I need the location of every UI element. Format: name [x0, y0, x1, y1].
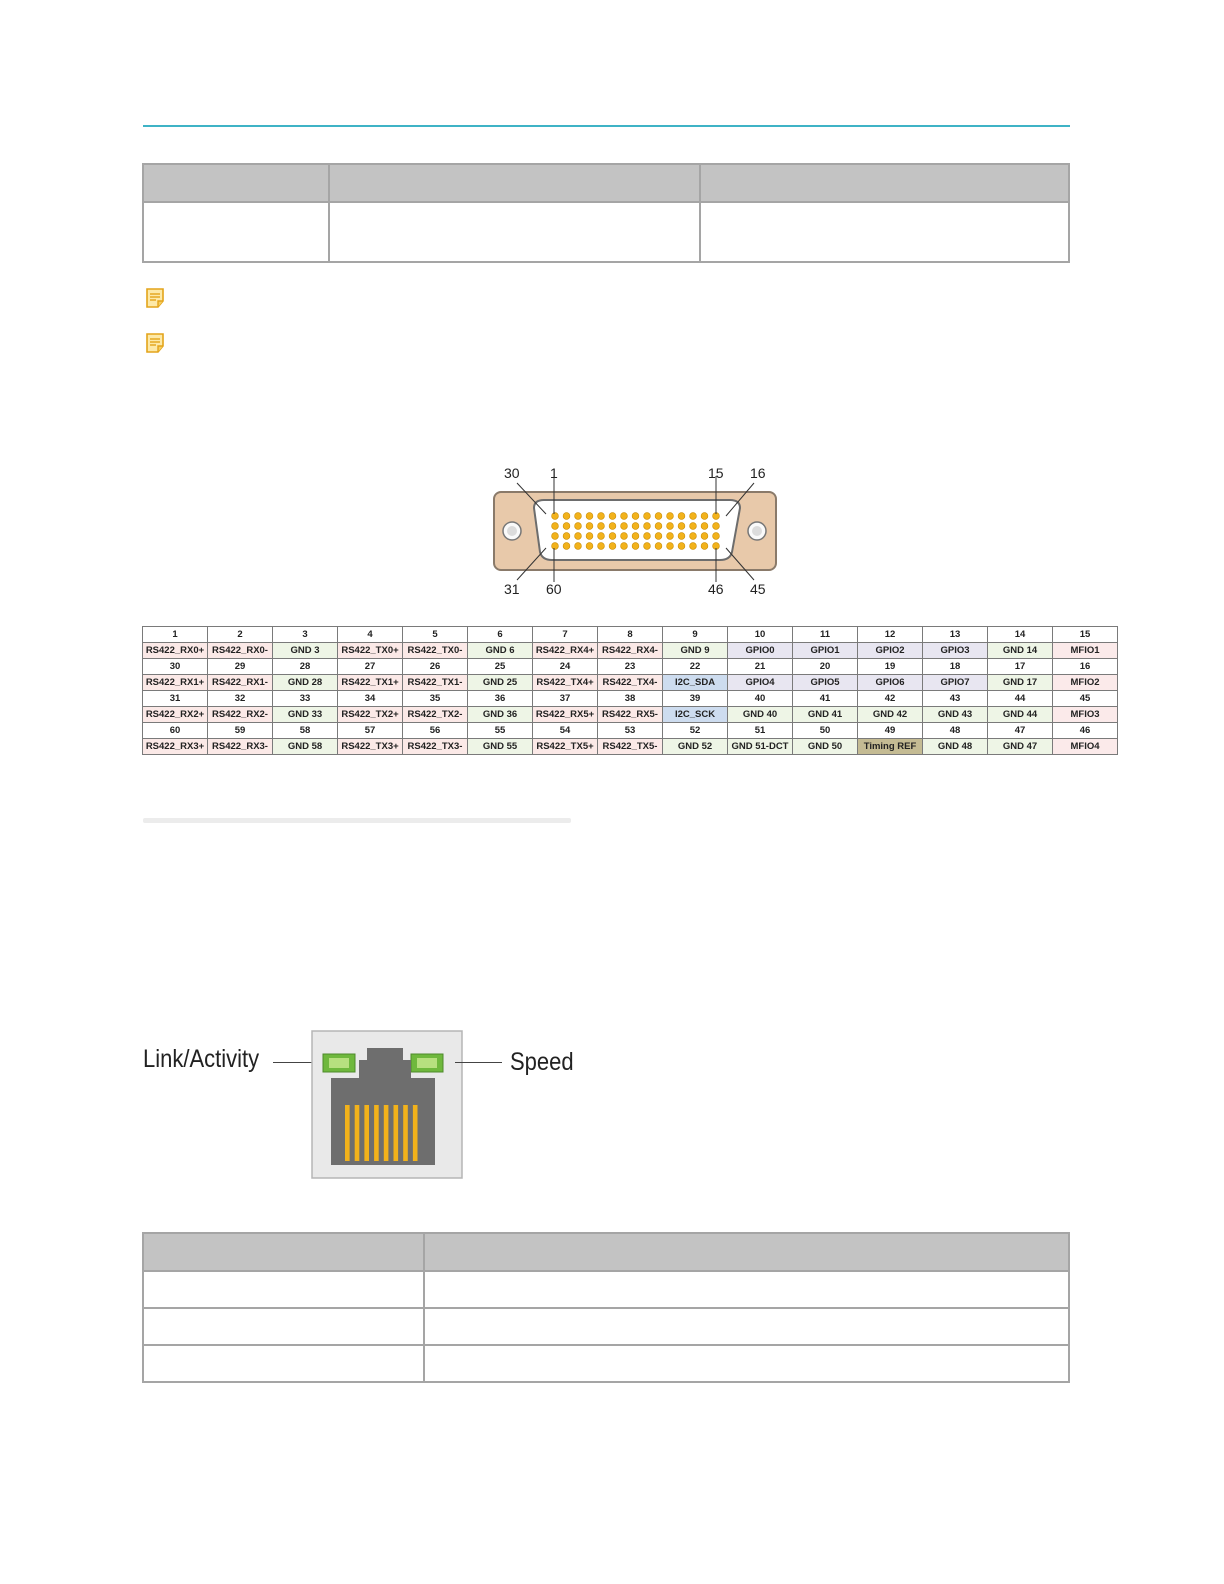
- connector-pin: [575, 543, 582, 550]
- pin-number: 17: [988, 659, 1053, 675]
- connector-pin: [644, 523, 651, 530]
- connector-pin: [609, 513, 616, 520]
- connector-pin: [609, 523, 616, 530]
- pin-number: 12: [858, 627, 923, 643]
- pin-number: 26: [403, 659, 468, 675]
- pin-signal: GPIO7: [923, 675, 988, 691]
- contact-pin: [403, 1105, 408, 1161]
- pin-signal: MFIO2: [1053, 675, 1118, 691]
- pin-number: 40: [728, 691, 793, 707]
- contact-pin: [374, 1105, 379, 1161]
- connector-pin: [701, 523, 708, 530]
- connector-pin: [609, 533, 616, 540]
- connector-pin: [552, 513, 559, 520]
- pin-number: 25: [468, 659, 533, 675]
- table-cell: [424, 1345, 1069, 1382]
- pin-signal: RS422_TX5-: [598, 739, 663, 755]
- pin-number: 9: [663, 627, 728, 643]
- connector-pin: [575, 513, 582, 520]
- pin-number: 51: [728, 723, 793, 739]
- pin-number: 21: [728, 659, 793, 675]
- connector-pin: [655, 543, 662, 550]
- pin-number: 41: [793, 691, 858, 707]
- pin-signal: MFIO4: [1053, 739, 1118, 755]
- pin-number: 28: [273, 659, 338, 675]
- pin-label: 45: [750, 581, 766, 597]
- pin-number: 57: [338, 723, 403, 739]
- pin-number: 55: [468, 723, 533, 739]
- pin-number: 43: [923, 691, 988, 707]
- contact-pin: [355, 1105, 360, 1161]
- pin-signal: RS422_RX4-: [598, 643, 663, 659]
- note-icon: [146, 333, 164, 353]
- speed-label: Speed: [510, 1048, 574, 1076]
- pin-number: 52: [663, 723, 728, 739]
- connector-pin: [667, 543, 674, 550]
- table-header-cell: [424, 1233, 1069, 1271]
- pin-signal: GND 41: [793, 707, 858, 723]
- pin-signal: GND 50: [793, 739, 858, 755]
- table-cell: [424, 1271, 1069, 1308]
- connector-pin: [701, 543, 708, 550]
- contact-pin: [394, 1105, 399, 1161]
- pin-number: 54: [533, 723, 598, 739]
- table-header-cell: [143, 1233, 424, 1271]
- connector-pin: [644, 543, 651, 550]
- pin-signal: GPIO1: [793, 643, 858, 659]
- pin-number: 19: [858, 659, 923, 675]
- table-cell: [143, 202, 329, 262]
- pin-signal: MFIO3: [1053, 707, 1118, 723]
- connector-pin: [713, 523, 720, 530]
- table-cell: [424, 1308, 1069, 1345]
- connector-pin: [678, 533, 685, 540]
- table-cell: [143, 1308, 424, 1345]
- pin-number: 58: [273, 723, 338, 739]
- pin-number: 5: [403, 627, 468, 643]
- pin-signal: GPIO5: [793, 675, 858, 691]
- pin-signal: RS422_RX0-: [208, 643, 273, 659]
- pin-signal: GND 3: [273, 643, 338, 659]
- pin-signal: GND 44: [988, 707, 1053, 723]
- connector-pin: [621, 533, 628, 540]
- mount-hole: [507, 526, 517, 536]
- pin-number: 13: [923, 627, 988, 643]
- pin-signal: GND 28: [273, 675, 338, 691]
- pin-signal: I2C_SCK: [663, 707, 728, 723]
- pin-label: 60: [546, 581, 562, 597]
- table-row: [143, 1345, 1069, 1382]
- pin-number: 33: [273, 691, 338, 707]
- pin-signal: GND 58: [273, 739, 338, 755]
- pin-number: 30: [143, 659, 208, 675]
- connector-pin: [667, 513, 674, 520]
- connector-face: [534, 500, 740, 560]
- connector-pin: [552, 543, 559, 550]
- pin-signal: RS422_RX1-: [208, 675, 273, 691]
- connector-pin: [575, 533, 582, 540]
- connector-pin: [575, 523, 582, 530]
- pin-signal: RS422_RX2-: [208, 707, 273, 723]
- pin-number: 60: [143, 723, 208, 739]
- connector-pin: [690, 533, 697, 540]
- table-header-cell: [700, 164, 1069, 202]
- contact-pin: [413, 1105, 418, 1161]
- connector-pin: [621, 543, 628, 550]
- pin-signal: GND 42: [858, 707, 923, 723]
- contact-pin: [384, 1105, 389, 1161]
- pin-number: 1: [143, 627, 208, 643]
- connector-pin: [632, 513, 639, 520]
- pin-number: 15: [1053, 627, 1118, 643]
- pin-signal-row: [143, 707, 1118, 723]
- connector-pin: [552, 523, 559, 530]
- pin-number: 37: [533, 691, 598, 707]
- pin-signal: GND 33: [273, 707, 338, 723]
- contact-pin: [345, 1105, 350, 1161]
- connector-pin: [644, 513, 651, 520]
- pin-label: 30: [504, 465, 520, 481]
- pin-number: 16: [1053, 659, 1118, 675]
- pin-number: 34: [338, 691, 403, 707]
- pin-signal: RS422_TX0+: [338, 643, 403, 659]
- pin-signal: GND 55: [468, 739, 533, 755]
- pin-signal-row: [143, 739, 1118, 755]
- pin-signal: GPIO6: [858, 675, 923, 691]
- header-rule: [143, 125, 1070, 127]
- db-connector-figure: [490, 462, 780, 602]
- pin-signal: GND 36: [468, 707, 533, 723]
- pin-signal: RS422_RX2+: [143, 707, 208, 723]
- pin-signal: RS422_RX1+: [143, 675, 208, 691]
- link-activity-label: Link/Activity: [143, 1045, 260, 1073]
- table-header-row: [143, 1233, 1069, 1271]
- pin-number: 31: [143, 691, 208, 707]
- pin-number: 56: [403, 723, 468, 739]
- table-row: [143, 202, 1069, 262]
- pin-signal: MFIO1: [1053, 643, 1118, 659]
- pin-number: 32: [208, 691, 273, 707]
- pin-number: 7: [533, 627, 598, 643]
- connector-pin: [655, 533, 662, 540]
- pin-signal: RS422_RX3+: [143, 739, 208, 755]
- pin-number: 24: [533, 659, 598, 675]
- connector-pin: [690, 513, 697, 520]
- pin-signal: GPIO2: [858, 643, 923, 659]
- pin-number: 53: [598, 723, 663, 739]
- pin-signal: RS422_TX4+: [533, 675, 598, 691]
- section-separator: [143, 818, 571, 823]
- pin-number: 6: [468, 627, 533, 643]
- pin-label: 16: [750, 465, 766, 481]
- pin-signal: RS422_TX3-: [403, 739, 468, 755]
- pin-number: 11: [793, 627, 858, 643]
- pin-signal: RS422_TX1-: [403, 675, 468, 691]
- pin-number: 10: [728, 627, 793, 643]
- pin-number: 42: [858, 691, 923, 707]
- pin-number: 59: [208, 723, 273, 739]
- connector-pin: [667, 533, 674, 540]
- table-cell: [700, 202, 1069, 262]
- pin-signal: GND 25: [468, 675, 533, 691]
- connector-pin: [655, 513, 662, 520]
- contact-pin: [364, 1105, 369, 1161]
- connector-pin: [701, 533, 708, 540]
- connector-pin: [667, 523, 674, 530]
- pin-number: 4: [338, 627, 403, 643]
- pin-label: 15: [708, 465, 724, 481]
- pin-signal: RS422_TX5+: [533, 739, 598, 755]
- pin-signal: RS422_TX3+: [338, 739, 403, 755]
- pin-number: 20: [793, 659, 858, 675]
- pin-label: 31: [504, 581, 520, 597]
- pin-number: 22: [663, 659, 728, 675]
- pin-signal: RS422_RX3-: [208, 739, 273, 755]
- pin-number: 39: [663, 691, 728, 707]
- pin-number: 23: [598, 659, 663, 675]
- pin-signal: GPIO4: [728, 675, 793, 691]
- connector-pin: [586, 513, 593, 520]
- spec-table-top: [142, 163, 1070, 263]
- connector-pin: [621, 513, 628, 520]
- pin-number: 46: [1053, 723, 1118, 739]
- connector-pin: [563, 513, 570, 520]
- pin-number: 44: [988, 691, 1053, 707]
- pin-number: 47: [988, 723, 1053, 739]
- table-header-row: [143, 164, 1069, 202]
- connector-pin: [678, 543, 685, 550]
- connector-pin: [690, 523, 697, 530]
- connector-pin: [713, 533, 720, 540]
- pin-signal: GND 47: [988, 739, 1053, 755]
- pin-number: 49: [858, 723, 923, 739]
- pin-signal: GPIO0: [728, 643, 793, 659]
- pin-signal: GND 52: [663, 739, 728, 755]
- pin-signal: GND 17: [988, 675, 1053, 691]
- rj45-port-figure: [311, 1030, 463, 1180]
- pinout-table: [142, 626, 1118, 755]
- table-cell: [329, 202, 700, 262]
- spec-table-bottom: [142, 1232, 1070, 1383]
- pin-signal: RS422_RX4+: [533, 643, 598, 659]
- pin-signal: GND 43: [923, 707, 988, 723]
- pin-signal: I2C_SDA: [663, 675, 728, 691]
- pin-number: 36: [468, 691, 533, 707]
- connector-pin: [598, 523, 605, 530]
- pin-number: 3: [273, 627, 338, 643]
- pin-signal: GND 48: [923, 739, 988, 755]
- connector-pin: [598, 513, 605, 520]
- pin-signal: Timing REF: [858, 739, 923, 755]
- pin-number-row: [143, 723, 1118, 739]
- table-cell: [143, 1271, 424, 1308]
- pin-signal: GND 6: [468, 643, 533, 659]
- connector-pin: [552, 533, 559, 540]
- pin-signal: GND 51-DCT: [728, 739, 793, 755]
- link-led-glow: [329, 1058, 349, 1068]
- table-row: [143, 1271, 1069, 1308]
- connector-pin: [598, 533, 605, 540]
- connector-pin: [678, 513, 685, 520]
- table-row: [143, 1308, 1069, 1345]
- connector-pin: [598, 543, 605, 550]
- connector-pin: [678, 523, 685, 530]
- pin-number-row: [143, 659, 1118, 675]
- connector-pin: [690, 543, 697, 550]
- pin-label: 1: [550, 465, 558, 481]
- pin-signal-row: [143, 675, 1118, 691]
- pin-number: 48: [923, 723, 988, 739]
- connector-pin: [632, 523, 639, 530]
- pin-signal: RS422_TX1+: [338, 675, 403, 691]
- pin-signal: RS422_RX5+: [533, 707, 598, 723]
- pin-number: 18: [923, 659, 988, 675]
- pin-signal: RS422_RX5-: [598, 707, 663, 723]
- table-header-cell: [143, 164, 329, 202]
- pin-signal: GND 9: [663, 643, 728, 659]
- pin-number: 27: [338, 659, 403, 675]
- connector-pin: [586, 543, 593, 550]
- table-header-cell: [329, 164, 700, 202]
- pin-signal: GND 40: [728, 707, 793, 723]
- connector-pin: [586, 533, 593, 540]
- pin-label: 46: [708, 581, 724, 597]
- connector-pin: [563, 533, 570, 540]
- pin-number: 2: [208, 627, 273, 643]
- note-icon: [146, 288, 164, 308]
- pin-signal: GND 14: [988, 643, 1053, 659]
- pin-signal: RS422_RX0+: [143, 643, 208, 659]
- pin-signal: GPIO3: [923, 643, 988, 659]
- connector-pin: [655, 523, 662, 530]
- pin-number-row: [143, 627, 1118, 643]
- table-cell: [143, 1345, 424, 1382]
- pin-signal-row: [143, 643, 1118, 659]
- connector-pin: [621, 523, 628, 530]
- pin-number: 38: [598, 691, 663, 707]
- pin-signal: RS422_TX2-: [403, 707, 468, 723]
- connector-pin: [563, 523, 570, 530]
- callout-line: [455, 1062, 502, 1063]
- mount-hole: [752, 526, 762, 536]
- pin-number: 50: [793, 723, 858, 739]
- pin-number: 35: [403, 691, 468, 707]
- pin-signal: RS422_TX2+: [338, 707, 403, 723]
- pin-signal: RS422_TX4-: [598, 675, 663, 691]
- pin-number: 29: [208, 659, 273, 675]
- pin-signal: RS422_TX0-: [403, 643, 468, 659]
- pin-number: 45: [1053, 691, 1118, 707]
- connector-pin: [586, 523, 593, 530]
- pin-number-row: [143, 691, 1118, 707]
- connector-pin: [632, 533, 639, 540]
- speed-led-glow: [417, 1058, 437, 1068]
- pin-number: 14: [988, 627, 1053, 643]
- connector-pin: [609, 543, 616, 550]
- pin-number: 8: [598, 627, 663, 643]
- connector-pin: [701, 513, 708, 520]
- connector-pin: [644, 533, 651, 540]
- connector-pin: [563, 543, 570, 550]
- connector-pin: [632, 543, 639, 550]
